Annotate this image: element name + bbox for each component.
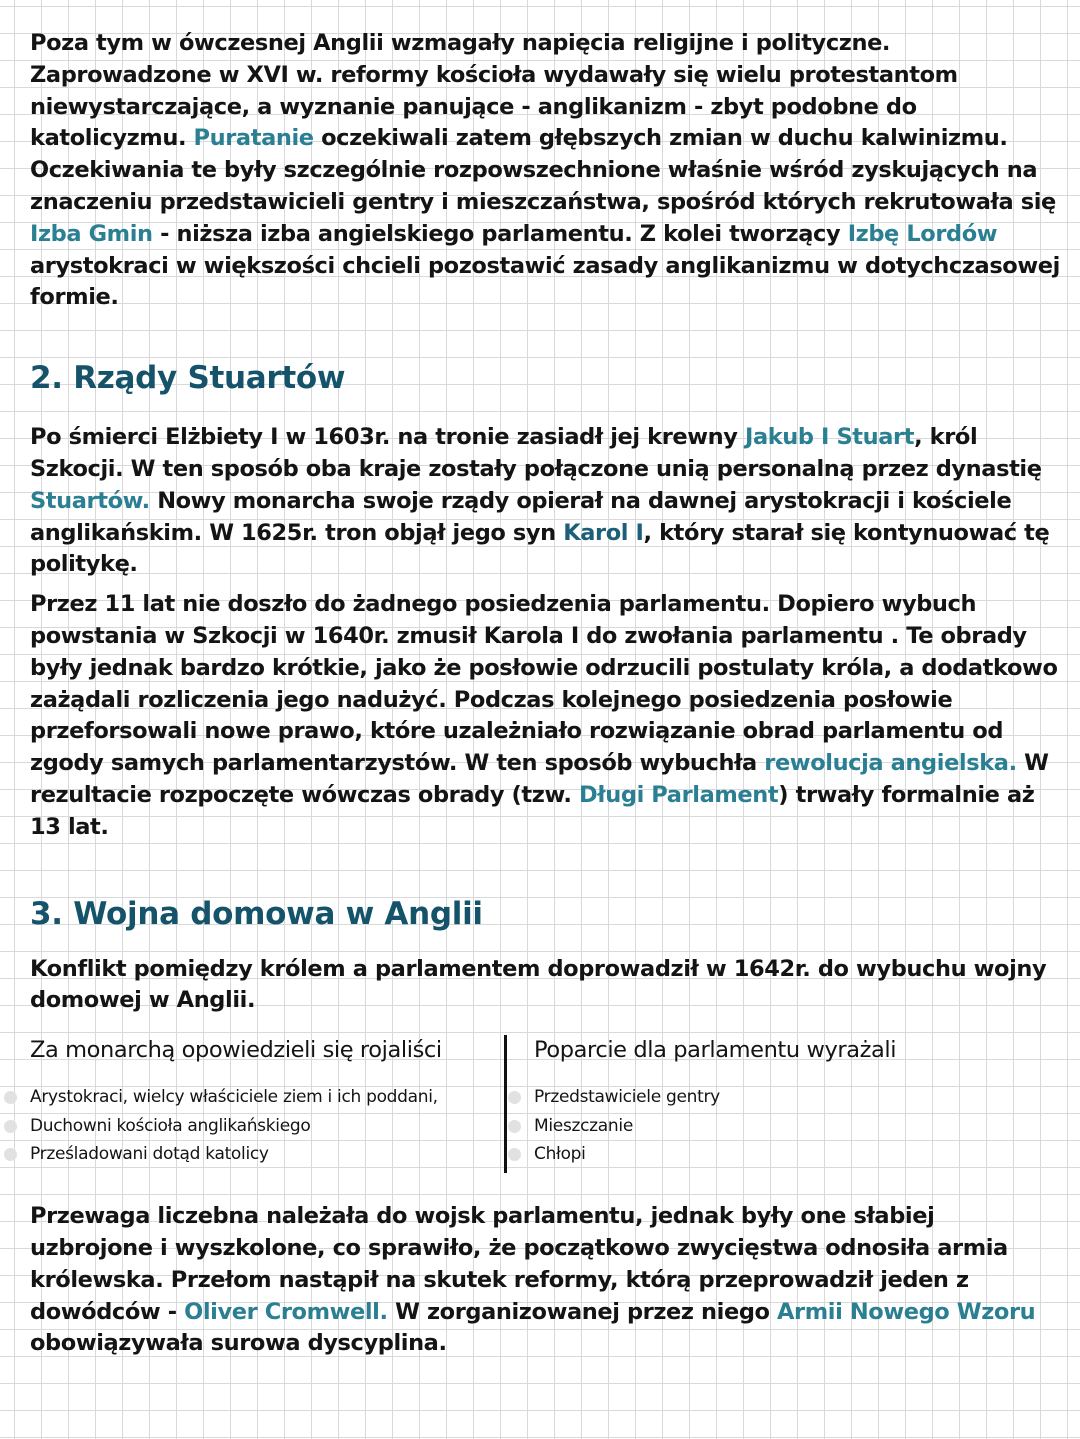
list-item (534, 1112, 1054, 1141)
stuarts-paragraph-1 (30, 422, 1060, 581)
list-item-text: Chłopi (534, 1144, 586, 1165)
parliament-title: Poparcie dla parlamentu wyrażali (534, 1037, 897, 1064)
text-run: arystokraci w większości chcieli pozostawić zasady anglikanizmu w dotychczasowej formie. (30, 252, 1060, 311)
section-heading-civil-war: 3. Wojna domowa w Anglii (30, 895, 483, 932)
intro-paragraph (30, 28, 1060, 314)
term-stuarts: Stuartów. (30, 487, 150, 514)
term-house-of-lords: Izbę Lordów (847, 220, 998, 247)
text-run: oczekiwali zatem głębszych zmian w duchu kalwinizmu. Oczekiwania te były szczególnie rozpowszechnione właśnie wśród zyskujących na znaczeniu przedstawicieli gentry i mieszczaństwa, spośród których rekrutowała się (30, 125, 1056, 215)
text-run: - niższa izba angielskiego parlamentu. Z kolei tworzący (152, 220, 848, 247)
bullet-dot-icon (4, 1148, 17, 1161)
list-item-text: Przedstawiciele gentry (534, 1087, 720, 1108)
term-new-model-army: Armii Nowego Wzoru (777, 1298, 1036, 1325)
bullet-dot-icon (508, 1148, 521, 1161)
civil-war-paragraph-1: Konflikt pomiędzy królem a parlamentem doprowadził w 1642r. do wybuchu wojny domowej w Anglii. (30, 955, 1047, 1014)
royalists-title: Za monarchą opowiedzieli się rojaliści (30, 1037, 442, 1064)
term-english-revolution: rewolucja angielska. (764, 750, 1017, 777)
bullet-dot-icon (4, 1120, 17, 1133)
section-heading-stuarts: 2. Rządy Stuartów (30, 360, 346, 397)
royalists-column (30, 1035, 504, 1173)
list-item (30, 1112, 504, 1141)
text-run: , król Szkocji. W ten sposób oba kraje zostały połączone unią personalną przez dynastię (30, 424, 1042, 482)
term-james-i: Jakub I Stuart (744, 424, 915, 451)
text-run: obowiązywała surowa dyscyplina. (30, 1330, 447, 1357)
stuarts-paragraph-2 (30, 589, 1060, 843)
parliament-list (534, 1083, 1054, 1169)
text-run: ) trwały formalnie aż 13 lat. (30, 781, 1035, 840)
sides-comparison (30, 1035, 1060, 1173)
parliament-column (504, 1035, 1054, 1173)
text-run: Poza tym w ówczesnej Anglii wzmagały napięcia religijne i polityczne. Zaprowadzone w XVI w. reformy kościoła wydawały się wielu protestantom niewystarczające, a wyznanie panujące - anglikanizm - zbyt podobne do katolicyzmu. (30, 30, 958, 152)
term-house-of-commons: Izba Gmin (30, 220, 153, 247)
text-run: Nowy monarcha swoje rządy opierał na dawnej arystokracji i kościele anglikańskim. W 1625r. tron objął jego syn (30, 487, 1012, 546)
bullet-dot-icon (508, 1091, 521, 1104)
text-run: Po śmierci Elżbiety I w 1603r. na tronie zasiadł jej krewny (30, 424, 745, 451)
text-run: W rezultacie rozpoczęte wówczas obrady (tzw. (30, 750, 1049, 808)
list-item (534, 1140, 1054, 1169)
text-run: W zorganizowanej przez niego (387, 1298, 778, 1325)
list-item-text: Prześladowani dotąd katolicy (30, 1144, 269, 1165)
civil-war-paragraph-2 (30, 1201, 1060, 1360)
notes-page (30, 28, 1060, 1360)
bullet-dot-icon (4, 1091, 17, 1104)
text-run: , który starał się kontynuować tę politykę. (30, 519, 1050, 578)
list-item (534, 1083, 1054, 1112)
term-charles-i: Karol I (563, 519, 644, 546)
list-item-text: Mieszczanie (534, 1115, 633, 1136)
list-item-text: Arystokraci, wielcy właściciele ziem i ich poddani, (30, 1087, 438, 1108)
list-item (30, 1083, 504, 1112)
royalists-list (30, 1083, 504, 1169)
bullet-dot-icon (508, 1120, 521, 1133)
term-puritans: Puratanie (193, 125, 314, 152)
list-item (30, 1140, 504, 1169)
term-long-parliament: Długi Parlament (579, 781, 779, 808)
text-run: Przewaga liczebna należała do wojsk parlamentu, jednak były one słabiej uzbrojone i wyszkolone, co sprawiło, że początkowo zwycięstwa odnosiła armia królewska. Przełom nastąpił na skutek reformy, którą przeprowadził jeden z dowódców - (30, 1203, 1008, 1325)
term-oliver-cromwell: Oliver Cromwell. (184, 1298, 388, 1325)
text-run: Przez 11 lat nie doszło do żadnego posiedzenia parlamentu. Dopiero wybuch powstania w Szkocji w 1640r. zmusił Karola I do zwołania parlamentu . Te obrady były jednak bardzo krótkie, jako że posłowie odrzucili postulaty króla, a dodatkowo zażądali rozliczenia jego nadużyć. Podczas kolejnego posiedzenia posłowie przeforsowali nowe prawo, które uzależniało rozwiązanie obrad parlamentu od zgody samych parlamentarzystów. W ten sposób wybuchła (30, 591, 1058, 777)
list-item-text: Duchowni kościoła anglikańskiego (30, 1115, 311, 1136)
